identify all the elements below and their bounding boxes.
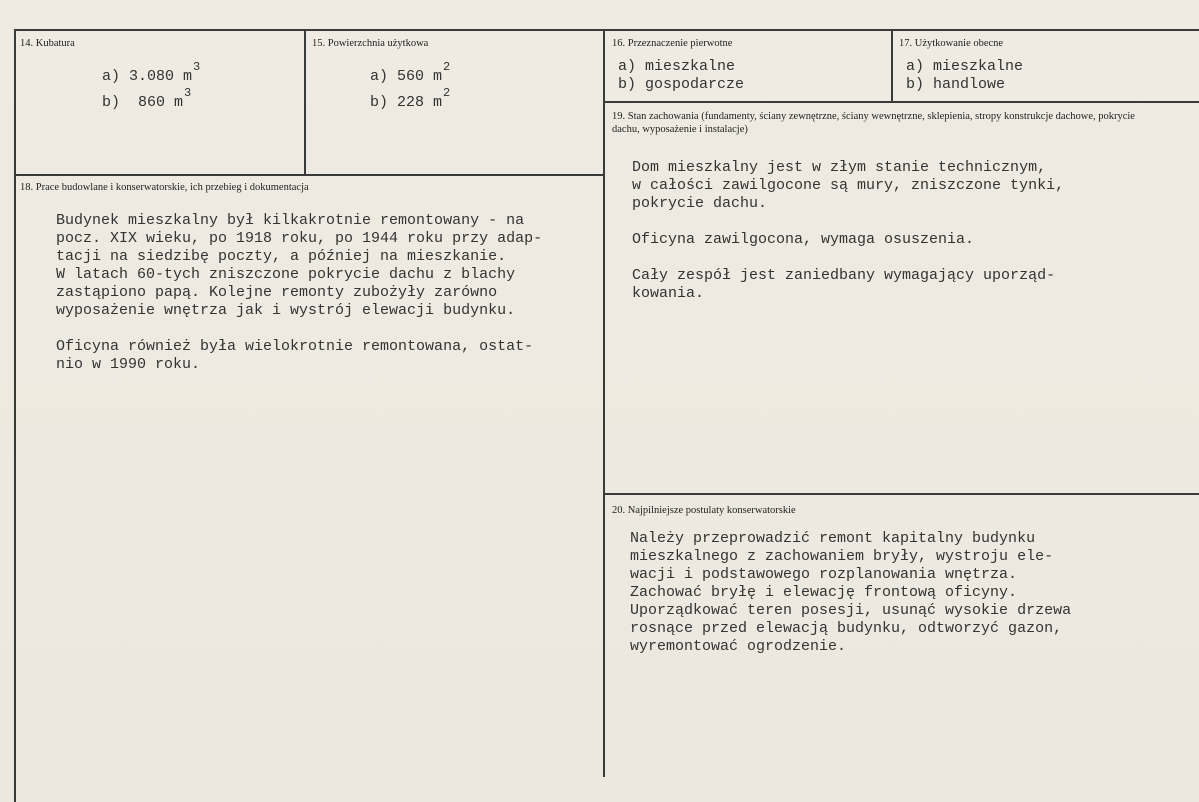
field-17-label: 17. Użytkowanie obecne: [899, 38, 1004, 49]
divider-left: [14, 29, 16, 802]
rule-below-16-17: [604, 101, 1199, 103]
field-15-value-a-text: a) 560 m: [370, 68, 443, 85]
field-15-value-b-text: b) 228 m: [370, 94, 443, 111]
field-14-value-b-exponent: 3: [184, 86, 192, 100]
field-15-value-b: [370, 86, 451, 112]
field-15-label: 15. Powierzchnia użytkowa: [312, 38, 429, 49]
rule-below-14-15: [14, 174, 604, 176]
field-14-value-a-text: a) 3.080 m: [102, 68, 193, 85]
field-17-value-a: a) mieszkalne: [906, 58, 1024, 75]
field-16-value-b: b) gospodarcze: [618, 76, 745, 93]
field-19-label: 19. Stan zachowania (fundamenty, ściany zewnętrzne, ściany wewnętrzne, sklepienia, stropy konstrukcje dachowe, pokrycie dachu, wyposażenie i instalacje): [612, 111, 1135, 135]
field-15-value-a: [370, 60, 451, 86]
field-20-label: 20. Najpilniejsze postulaty konserwatorskie: [612, 505, 796, 516]
field-16-label: 16. Przeznaczenie pierwotne: [612, 38, 733, 49]
field-17-value-b: b) handlowe: [906, 76, 1006, 93]
field-20-text: Należy przeprowadzić remont kapitalny budynku mieszkalnego z zachowaniem bryły, wystroju ele- wacji i podstawowego rozplanowania wnętrza. Zachować bryłę i elewację frontową oficyny. Uporządkować teren posesji, usunąć wysokie drzewa rosnące przed elewacją budynku, odtworzyć gazon, wyremontować ogrodzenie.: [630, 530, 1072, 655]
field-15-value-a-exponent: 2: [443, 60, 451, 74]
field-14-label: 14. Kubatura: [20, 38, 75, 49]
divider-14-15: [304, 29, 306, 174]
top-rule: [14, 29, 1199, 31]
field-15-value-b-exponent: 2: [443, 86, 451, 100]
field-19-text: Dom mieszkalny jest w złym stanie technicznym, w całości zawilgocone są mury, zniszczone tynki, pokrycie dachu. Oficyna zawilgocona, wymaga osuszenia. Cały zespół jest zaniedbany wymagający uporząd- kowania.: [632, 159, 1065, 302]
field-16-value-a: a) mieszkalne: [618, 58, 736, 75]
field-18-text: Budynek mieszkalny był kilkakrotnie remontowany - na pocz. XIX wieku, po 1918 roku, po 1944 roku przy adap- tacji na siedzibę poczty, a później na mieszkanie. W latach 60-tych zniszczone pokrycie dachu z blachy zastąpiono papą. Kolejne remonty zubożyły zarówno wyposażenie wnętrza jak i wystrój elewacji budynku. Oficyna również była wielokrotnie remontowana, ostat- nio w 1990 roku.: [56, 212, 543, 373]
divider-16-17: [891, 29, 893, 101]
divider-center: [603, 29, 605, 777]
field-14-value-b: [102, 86, 192, 112]
field-18-label: 18. Prace budowlane i konserwatorskie, ich przebieg i dokumentacja: [20, 182, 309, 193]
field-14-value-b-text: b) 860 m: [102, 94, 184, 111]
field-14-value-a-exponent: 3: [193, 60, 201, 74]
rule-above-20: [604, 493, 1199, 495]
field-14-value-a: [102, 60, 201, 86]
